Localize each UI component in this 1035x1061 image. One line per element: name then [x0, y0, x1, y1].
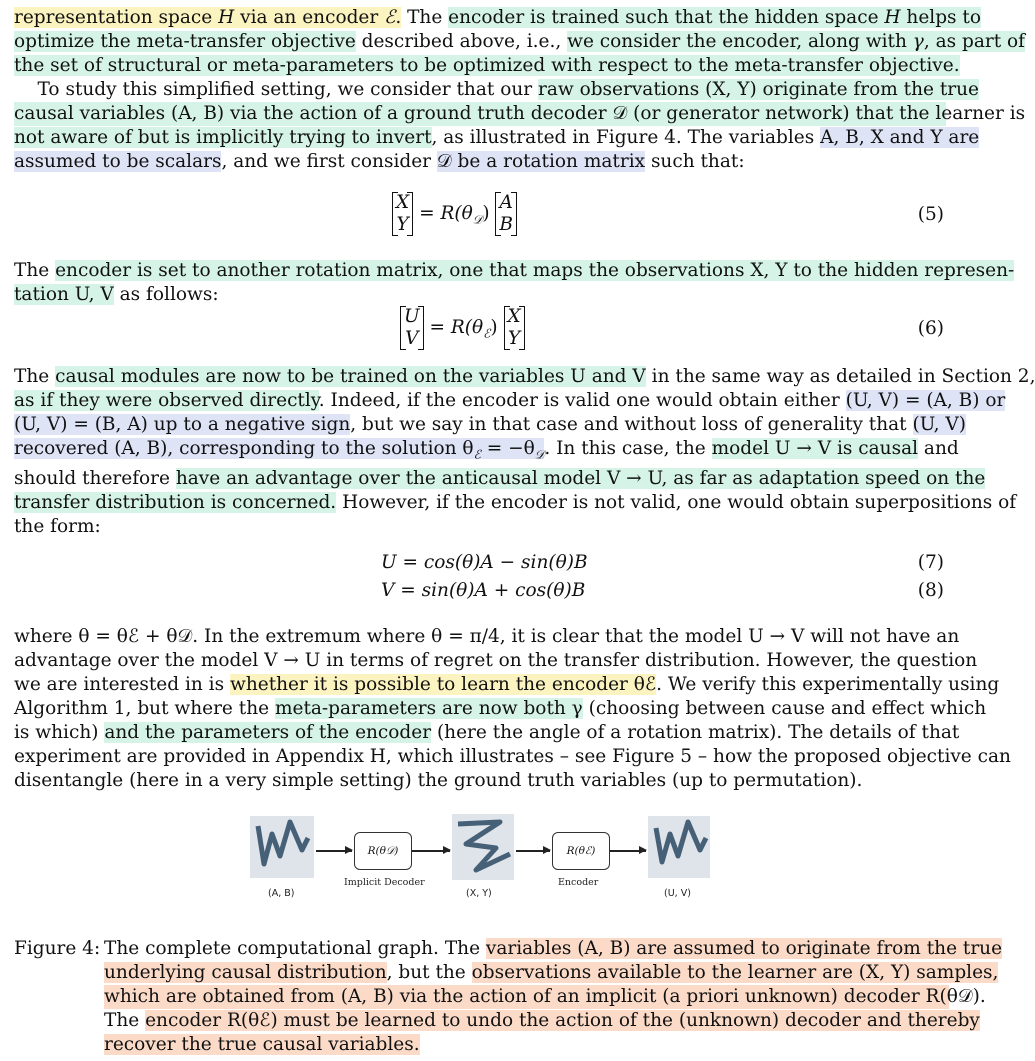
p5-line-3: we are interested in is whether it is possible to learn the encoder θℰ. We verify this experimentally using — [14, 674, 1000, 695]
plot-uv-label: (U, V) — [664, 888, 691, 899]
plot-xy — [452, 814, 514, 880]
caption-line-4: The encoder R(θℰ) must be learned to undo the action of the (unknown) decoder and thereby — [104, 1010, 980, 1031]
caption-line-2: underlying causal distribution, but the observations available to the learner are (X, Y) samples, — [104, 962, 999, 983]
paragraph-2 — [14, 78, 1026, 174]
eq7-text: U = cos(θ)A − sin(θ)B — [381, 552, 588, 573]
caption-label: Figure 4: — [14, 938, 101, 959]
paragraph-1 — [14, 6, 1025, 78]
eq6-operator: = R(θ — [429, 317, 484, 338]
decoder-box: R(θ𝒟) — [354, 832, 412, 870]
caption-body — [104, 937, 1003, 1057]
eq5-rhs-vector: A B — [495, 192, 517, 236]
encoder-label: Encoder — [558, 877, 599, 888]
arrow-2 — [412, 850, 450, 852]
caption-line-3: which are obtained from (A, B) via the action of an implicit (a priori unknown) decoder R(θ𝒟). — [104, 986, 986, 1007]
plot-uv-scatter — [648, 816, 710, 878]
figure-4-diagram — [0, 812, 962, 912]
p5-line-5: is which) and the parameters of the encoder (here the angle of a rotation matrix). The details of that — [14, 722, 960, 743]
caption-line-1: The complete computational graph. The variables (A, B) are assumed to originate from the true — [104, 938, 1003, 959]
equation-8 — [0, 580, 962, 604]
p2-line-3: not aware of but is implicitly trying to invert, as illustrated in Figure 4. The variables A, B, X and Y are — [14, 127, 980, 148]
p2-line-2: causal variables (A, B) via the action of a ground truth decoder 𝒟 (or generator network) that the learner is — [14, 103, 1026, 124]
equation-5: X $Y = R(\theta_𝒟)$ A B (5) — [0, 192, 962, 242]
eq5-operator: = R(θ — [419, 203, 473, 224]
p1-line-1: representation space H via an encoder ℰ. The encoder is trained such that the hidden space H helps to — [14, 7, 981, 28]
eq8-text: V = sin(θ)A + cos(θ)B — [381, 580, 586, 601]
paragraph-3 — [14, 259, 1015, 307]
eq5-lhs-vector: X Y — [392, 192, 413, 236]
p4-line-4: recovered (A, B), corresponding to the solution $\theta_ℰ = -\theta_𝒟$. In this case, the model U → V is causal and — [14, 438, 959, 462]
p5-line-6: experiment are provided in Appendix H, which illustrates – see Figure 5 – how the proposed objective can — [14, 746, 1011, 767]
p3-line-2: tation U, V as follows: — [14, 284, 219, 305]
equation-7 — [0, 552, 962, 576]
p1-line-3: the set of structural or meta-parameters to be optimized with respect to the meta-transfer objective. — [14, 55, 960, 76]
p4-line-7: the form: — [14, 515, 101, 537]
p4-line-5: should therefore have an advantage over the anticausal model V → U, as far as adaptation speed on the — [14, 467, 986, 489]
plot-ab-label: (A, B) — [268, 888, 295, 899]
arrow-4 — [610, 850, 646, 852]
p4-line-3: (U, V) = (B, A) up to a negative sign, but we say in that case and without loss of generality that (U, V) — [14, 414, 966, 435]
plot-ab — [250, 816, 314, 878]
plot-uv — [648, 816, 710, 878]
paragraph-4 — [14, 365, 1035, 539]
p4-line-1: The causal modules are now to be trained on the variables U and V in the same way as detailed in Section 2, — [14, 366, 1035, 387]
p5-line-4: Algorithm 1, but where the meta-parameters are now both γ (choosing between cause and effect which — [14, 698, 987, 719]
plot-xy-scatter — [452, 814, 514, 880]
p2-line-1: To study this simplified setting, we consider that our raw observations (X, Y) originate from the true — [37, 79, 979, 100]
paragraph-5 — [14, 625, 1011, 793]
plot-xy-label: (X, Y) — [466, 888, 492, 899]
arrow-1 — [316, 850, 352, 852]
eq6-rhs-vector: X Y — [504, 306, 525, 350]
plot-ab-scatter — [250, 816, 314, 878]
decoder-label: Implicit Decoder — [344, 877, 425, 888]
caption-line-5: recover the true causal variables. — [104, 1034, 420, 1055]
eq7-number: (7) — [917, 552, 944, 573]
p4-line-6: transfer distribution is concerned. However, if the encoder is not valid, one would obtain superpositions of — [14, 491, 1017, 513]
p1-line-2: optimize the meta-transfer objective described above, i.e., we consider the encoder, along with γ, as part of — [14, 31, 1025, 52]
p4-line-2: as if they were observed directly. Indeed, if the encoder is valid one would obtain either (U, V) = (A, B) or — [14, 390, 1006, 411]
eq8-number: (8) — [917, 580, 944, 601]
eq5-number: (5) — [917, 204, 944, 225]
eq6-lhs-vector: U V — [400, 306, 424, 350]
p2-line-4: assumed to be scalars, and we first consider 𝒟 be a rotation matrix such that: — [14, 151, 745, 172]
equation-6: U $V = R(\theta_ℰ)$ X Y (6) — [0, 306, 962, 356]
p5-line-7: disentangle (here in a very simple setting) the ground truth variables (up to permutation). — [14, 770, 863, 791]
p5-line-2: advantage over the model V → U in terms of regret on the transfer distribution. However, the question — [14, 650, 978, 671]
eq6-number: (6) — [917, 318, 944, 339]
arrow-3 — [516, 850, 550, 852]
encoder-box: R(θℰ) — [552, 832, 610, 870]
p3-line-1: The encoder is set to another rotation matrix, one that maps the observations X, Y to the hidden represen- — [14, 260, 1015, 281]
p5-line-1: where θ = θℰ + θ𝒟. In the extremum where θ = π/4, it is clear that the model U → V will not have an — [14, 626, 960, 647]
